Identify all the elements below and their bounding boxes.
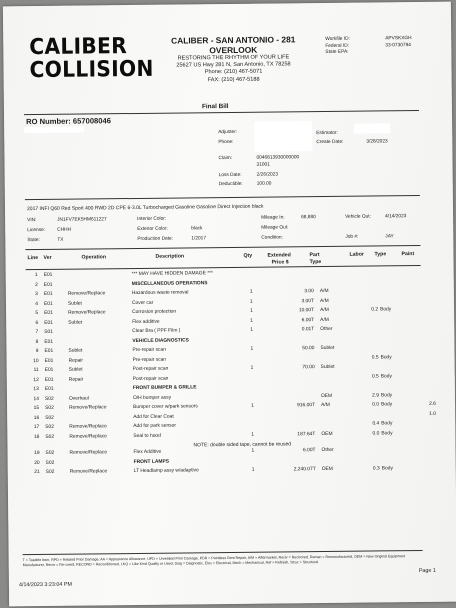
shop-sub: OVERLOOK [209,44,258,56]
loss-date: 2/26/2023 [256,172,279,178]
divider [24,110,419,115]
cell-ver: E01 [44,358,54,364]
cell-desc: O/H bumper assy [132,395,172,401]
ro-number: RO Number: 657008046 [26,116,111,127]
ids-block: Workfile ID: APVSKXGH Federal ID: 33-0730794 State EPA: [325,36,412,56]
line-18-note: NOTE: double sided tape, cannot be reused [193,440,292,448]
cell-price: 916.00T [297,403,316,409]
shop-tagline: RESTORING THE RHYTHM OF YOUR LIFE [177,54,290,62]
cell-ver: S02 [45,424,55,430]
cell-line: 1 [34,273,38,279]
cell-desc: Cover car [131,300,154,306]
exterior-color: black [191,226,203,232]
cell-pt: A/M [319,298,329,304]
cell-labor: 2.9 [372,392,379,399]
cell-labor: 0.4 [372,421,380,427]
table-header: Line Ver Operation Description Qty Extended Price $ Part Type Labor Type Paint [27,251,415,266]
claim-label: Claim: [218,155,233,162]
cell-price: 3.00T [301,298,315,304]
deductible-label: Deductible: [218,181,243,188]
cell-qty: 1 [249,289,253,295]
shop-phone: Phone: (210) 467-5071 [204,69,263,76]
cell-ver: E01 [43,272,53,278]
cell-line: 4 [35,301,39,307]
cell-op: Remove/Replace [68,310,106,316]
cell-pt: Sublet [320,345,335,352]
cell-desc: Bumper cover w/park sensors [133,404,198,411]
cell-ver: E01 [44,348,54,354]
cell-price: 0.01T [301,327,315,333]
create-date-label: Create Date: [316,139,344,146]
cell-desc: Pre-repair scan [132,357,167,363]
cell-price: 50.00 [302,346,315,352]
license: CHHH [57,227,72,233]
cell-desc: Add for park sensor [133,423,176,430]
cell-op: Remove/Replace [69,405,107,411]
cell-qty: 1 [251,432,255,438]
cell-ver: E01 [43,291,53,297]
cell-paint: 1.0 [429,411,437,417]
cell-line: 5 [35,311,39,317]
cell-ltype: Body [381,421,393,427]
redaction [24,127,84,134]
mileage-in: 68,880 [301,215,316,221]
cell-ver: S01 [44,329,54,335]
cell-desc: MISCELLANEOUS OPERATIONS [131,280,208,287]
cell-price: 3.00 [304,289,314,295]
cell-line: 10 [33,358,39,364]
state: TX [57,237,64,243]
abbreviation-legend: T = Taxable Item, RPD = Related Prior Damage, AA = Appearance Allowance, UPD = Unrelated Prior Damage, PDR = Paintless Dent Repair, A/M = Aftermarket, Reclv = Reclvored, Reman = Remanufactured, OEM = New Original Equipment Manufacturer, Recor = Re-cored, RECOND = Reconditioned, LKQ = Like Kind Quality or Used, Diag = Diagnostic, Elec = Electrical, Mech = Mechanical, Ref = Refinish, Struc = Structural [22,554,406,568]
cell-pt: A/M [320,307,329,314]
cell-line: 12 [33,377,39,383]
vin: JN1FV7EK5HM611227 [57,217,107,223]
create-date: 3/28/2023 [366,139,388,145]
cell-line: 15 [33,406,40,412]
cell-op: Remove/Replace [69,450,108,456]
cell-op: Remove/Replace [69,424,107,430]
cell-op: Repair [68,377,84,383]
cell-desc: Add for Clear Coat [133,414,174,420]
cell-pt: A/M [321,402,330,409]
cell-pt: A/M [319,288,329,295]
divider [25,245,420,250]
cell-price: 70.00 [302,365,315,371]
cell-line: 14 [33,396,40,402]
cell-line: 13 [33,387,39,393]
cell-op: Sublet [67,301,82,307]
shop-address: 25627 US Hwy 281 N, San Antonio, TX 78258 [176,61,291,69]
cell-pt: Sublet [320,364,335,371]
adjuster-label: Adjuster: [218,129,238,136]
cell-ver: S02 [45,415,54,421]
cell-line: 9 [35,349,39,355]
cell-ver: S02 [45,450,55,456]
cell-desc: Post-repair scan [132,366,169,373]
final-bill-document: CALIBER COLLISION CALIBER - SAN ANTONIO - 281 OVERLOOK RESTORING THE RHYTHM OF YOUR LIFE 25627 US Hwy 281 N, San Antonio, TX 78258 Phone: (210) 467-5071 FAX: (210) 467-5188 Workfile ID: APVSKXGH Federal ID: 33-0730794 State EPA: Final Bill RO Number: 657008046 Adjuster: Phone: Claim: 0046813930000000 31001 Loss Date: 2/26/2023 Deductible: 100.00 Estimator: Create Date: 3/28/2023 2017 INFI Q60 Red Sport 400 RWD 2D CPE 6-3.0L Turbocharged Gasoline Gasoline Direct Injection black VIN: JN1FV7EK5HM611227 License: CHHH State: TX Interior Color: Exterior Color: black Production Date: 1/2017 Mileage In: 68,880 Mileage Out: Condition: Vehicle Out: 4/14/2023 Job #: JAY Line Ver Operation Description Qty Extended Price $ Part Type Labor Type Paint 1 E01 *** MAY HAVE HIDDEN DAMAGE *** 2 E01 MISCELLANEOUS OPERATIONS 3 E01 Remove/Replace Hazardous waste removal 1 3.00 A/M 4 E01 Sublet Cover car 1 3.00T A/M 5 E01 Remove/Replace Corrosion protection 1 10.00T A/M 0.2 Body 6 E01 Sublet Flex additive 1 6.00T A/M 7 S01 Clear Bra ( PPF Film ) 1 0.01T Other 8 E01 VEHICLE DIAGNOSTICS 9 E01 Sublet Pre-repair scan 1 50.00 Sublet 10 E01 Repair Pre-repair scan 0.5 Body 11 E01 Sublet Post-repair scan 1 70.00 Sublet 12 E01 Repair Post-repair scan 0.5 Body 13 E01 FRONT BUMPER & GRILLE 14 S02 Overhaul O/H bumper assy OEM 2.9 Body 15 S02 Remove/Replace Bumper cover w/park sensors 1 916.00T A/M 0.0 Body 2.6 16 S02 Add for Clear Coat 1.0 17 S02 Remove/Replace Add for park sensor 0.4 Body 18 S02 Remove/Replace Seal to hood 1 187.64T OEM 0.0 Body 19 S02 Remove/Replace Flex Additive 1 6.00T Other 20 S02 FRONT LAMPS 21 S02 Remove/Replace LT Headlamp assy w/adaptive 1 2,240.07T OEM 0.3 Body NOTE: double sided tape, cannot be reused T = Taxable Item, RPD = Related Prior Damage, AA = Appearance Allowance, UPD = Unrelated Prior Damage, PDR = Paintless Dent Repair, A/M = Aftermarket, Reclv = Reclvored, Reman = Remanufactured, OEM = New Original Equipment Manufacturer, Recor = Re-cored, RECOND = Reconditioned, LKQ = Like Kind Quality or Used, Diag = Diagnostic, Elec = Electrical, Mech = Mechanical, Ref = Refinish, Struc = Structural 4/14/2023 3:23:04 PM Page 1 [3,2,456,607]
cell-op: Overhaul [68,395,89,402]
cell-op: Sublet [68,320,83,326]
cell-op: Sublet [68,348,83,354]
cell-qty: 1 [250,327,254,333]
cell-ver: S02 [45,434,55,440]
cell-ltype: Body [381,402,393,408]
cell-desc: FRONT LAMPS [133,459,170,465]
caliber-collision-logo: CALIBER COLLISION [29,34,154,84]
bill-title: Final Bill [201,103,229,111]
cell-line: 16 [33,415,40,421]
production-date: 1/2017 [191,236,207,242]
cell-ver: E01 [44,310,53,316]
cell-qty: 1 [250,308,253,314]
cell-pt: OEM [321,431,333,437]
cell-desc: *** MAY HAVE HIDDEN DAMAGE *** [131,271,213,278]
phone-label: Phone: [218,139,234,146]
cell-ver: S02 [45,460,55,466]
cell-ltype: Body [380,354,392,360]
cell-op: Repair [68,358,84,364]
cell-labor: 0.2 [371,307,379,313]
cell-pt: A/M [320,317,329,323]
cell-ver: S02 [45,469,55,475]
cell-desc: LT Headlamp assy w/adaptive [133,468,199,475]
job-number: JAY [385,234,394,240]
cell-paint: 2.6 [429,401,436,407]
vehicle-out: 4/14/2023 [385,214,407,220]
cell-labor: 0.5 [371,373,379,380]
cell-ver: E01 [44,320,53,326]
cell-qty: 1 [250,346,254,352]
cell-line: 6 [35,320,39,326]
cell-qty: 1 [250,318,253,324]
cell-labor: 0.0 [372,430,380,437]
cell-desc: Corrosion protection [132,309,177,316]
cell-qty: 1 [249,299,253,305]
page-number: Page 1 [418,567,436,575]
cell-desc: Post-repair scan [132,376,169,382]
cell-ver: S02 [45,405,54,411]
cell-pt: OEM [321,466,333,473]
cell-op: Remove/Replace [69,433,107,440]
deductible: 100.00 [256,181,272,187]
cell-labor: 0.5 [371,354,379,361]
cell-line: 7 [35,330,39,336]
cell-ver: E01 [44,339,54,345]
cell-price: 187.64T [297,431,316,437]
cell-desc: Seal to hood [133,433,161,439]
shop-fax: FAX: (210) 467-5188 [207,76,260,83]
cell-labor: 0.3 [372,466,380,472]
cell-line: 18 [33,434,40,440]
cell-ver: S02 [44,396,54,402]
cell-price: 6.00T [301,317,315,323]
cell-ltype: Body [380,373,392,379]
cell-desc: Clear Bra ( PPF Film ) [132,328,181,335]
cell-line: 2 [35,282,38,288]
cell-ltype: Body [380,307,392,313]
cell-op: Remove/Replace [69,469,108,475]
cell-line: 20 [34,460,40,466]
claim-number: 0046813930000000 [256,155,300,161]
cell-pt: OEM [320,393,333,399]
claim-number-2: 31001 [256,162,270,168]
cell-labor: 0.0 [372,402,380,408]
cell-qty: 1 [251,403,254,409]
cell-desc: Flex Additive [133,449,162,456]
cell-price: 2,240.07T [293,467,316,473]
shop-info [153,34,314,84]
cell-ver: E01 [44,367,54,373]
cell-ltype: Body [381,430,393,436]
cell-ltype: Body [380,392,393,398]
cell-line: 8 [35,339,39,345]
cell-ltype: Body [381,466,393,472]
cell-line: 11 [33,368,39,374]
cell-price: 6.00T [302,448,316,454]
cell-line: 17 [33,425,40,431]
cell-ver: E01 [43,282,53,288]
print-timestamp: 4/14/2023 3:23:04 PM [18,581,73,589]
cell-desc: Hazardous waste removal [131,290,189,297]
cell-line: 19 [34,451,40,457]
redaction [354,123,390,133]
cell-desc: Flex additive [132,319,160,325]
cell-pt: Other [321,447,334,454]
estimator-label: Estimator: [316,130,338,137]
cell-ver: E01 [43,301,53,307]
cell-price: 10.00T [298,308,315,314]
cell-desc: Pre-repair scan [132,347,166,354]
redaction [254,121,312,152]
cell-desc: FRONT BUMPER & GRILLE [132,385,197,392]
vehicle-description: 2017 INFI Q60 Red Sport 400 RWD 2D CPE 6-3.0L Turbocharged Gasoline Gasoline Direct Injection black [26,203,264,213]
shop-name: CALIBER - SAN ANTONIO - 281 [171,34,296,46]
cell-qty: 1 [251,448,255,454]
cell-qty: 1 [250,365,254,371]
loss-date-label: Loss Date: [218,172,242,179]
cell-line: 3 [35,292,38,298]
cell-pt: Other [320,326,333,333]
cell-desc: VEHICLE DIAGNOSTICS [132,337,189,344]
cell-op: Remove/Replace [67,291,106,297]
cell-op: Sublet [68,367,83,373]
divider [25,195,420,200]
cell-ver: E01 [44,386,54,392]
cell-qty: 1 [251,467,255,473]
cell-ver: E01 [44,377,54,383]
cell-line: 21 [34,470,40,476]
